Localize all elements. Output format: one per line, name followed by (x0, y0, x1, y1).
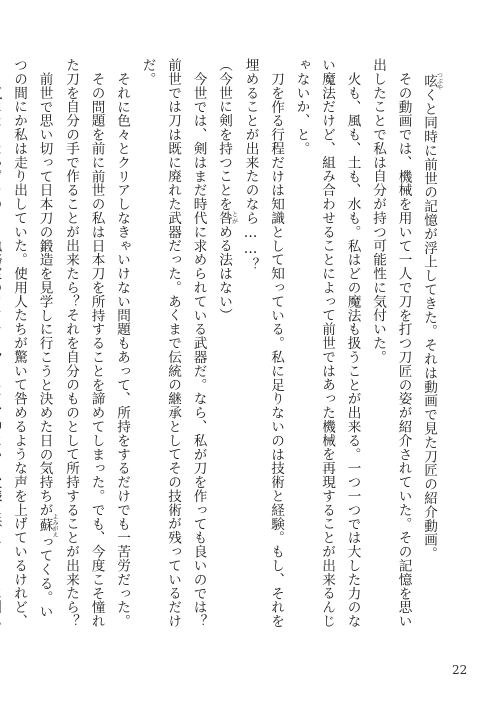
ruby-reading: よみがえ (51, 513, 58, 538)
text-run: 刀を作る行程だけは知識として知っている。私に足りないのは技術と経験。もし、それを埋めることが出来たのなら……？ (242, 58, 284, 628)
text-run: （今世に剣を持つことを (216, 58, 232, 211)
text-run: める法はない） (216, 224, 232, 323)
ruby-word (36, 513, 58, 538)
paragraph (288, 58, 365, 628)
text-run: それに色々とクリアしなきゃいけない問題もあって、所持をするだけでも一苦労だった。 (114, 71, 130, 628)
ruby-reading: つぶや (435, 71, 443, 90)
ruby-word (421, 71, 443, 90)
text-run: その動画では、機械を用いて一人で刀を打つ刀匠の姿が紹介されていた。その記憶を思い出したことで私は自分が持つ可能性に気付いた。 (370, 58, 412, 628)
paragraph (134, 58, 211, 628)
ruby-reading: とが (230, 210, 238, 225)
text-run: 前世で思い切って日本刀の鍛造を見学しに行こうと決めた日の気持ちが (36, 71, 53, 517)
text-run: くと同時に前世の記憶が浮上してきた。それは動画で見た刀匠の紹介動画。 (421, 87, 437, 561)
text-run: ってくる。いつの間にか私は走り出していた。使用人たちが驚いて咎めるような声を上げているけれど、 (11, 58, 53, 628)
text-run: その問題を前に前世の私は日本刀を所持することを諦めてしまった。でも、今度こそ憧れた刀を自分の手で作ることが出来たら？それを自分のものとして所持することが出来たら？ (63, 58, 105, 628)
paragraph (416, 58, 443, 628)
page-number: 22 (452, 663, 468, 677)
text-run: 今世では、剣はまだ時代に求められている武器だ。なら、私が刀を作っても良いのでは？前世では刀は既に廃れた武器だった。あくまで伝統の継承としてその技術が残っているだけだ。 (139, 58, 207, 628)
ruby-base: 蘇 (36, 513, 53, 538)
text-run: 火も、風も、土も、水も。私はどの魔法も扱うことが出来る。一つ一つでは大した力のない魔法だけど、組み合わせることによって前世ではあった機械を再現することが出来るんじゃないか、と。 (293, 58, 361, 628)
ruby-base: 咎 (216, 210, 232, 225)
paragraph (237, 58, 288, 628)
vertical-text-body (11, 58, 443, 628)
paragraph (109, 58, 135, 628)
ruby-word (216, 210, 238, 225)
paragraph (58, 58, 109, 628)
ruby-base: 呟 (421, 71, 437, 90)
paragraph (211, 58, 238, 628)
paragraph (0, 58, 58, 628)
paragraph (365, 58, 416, 628)
